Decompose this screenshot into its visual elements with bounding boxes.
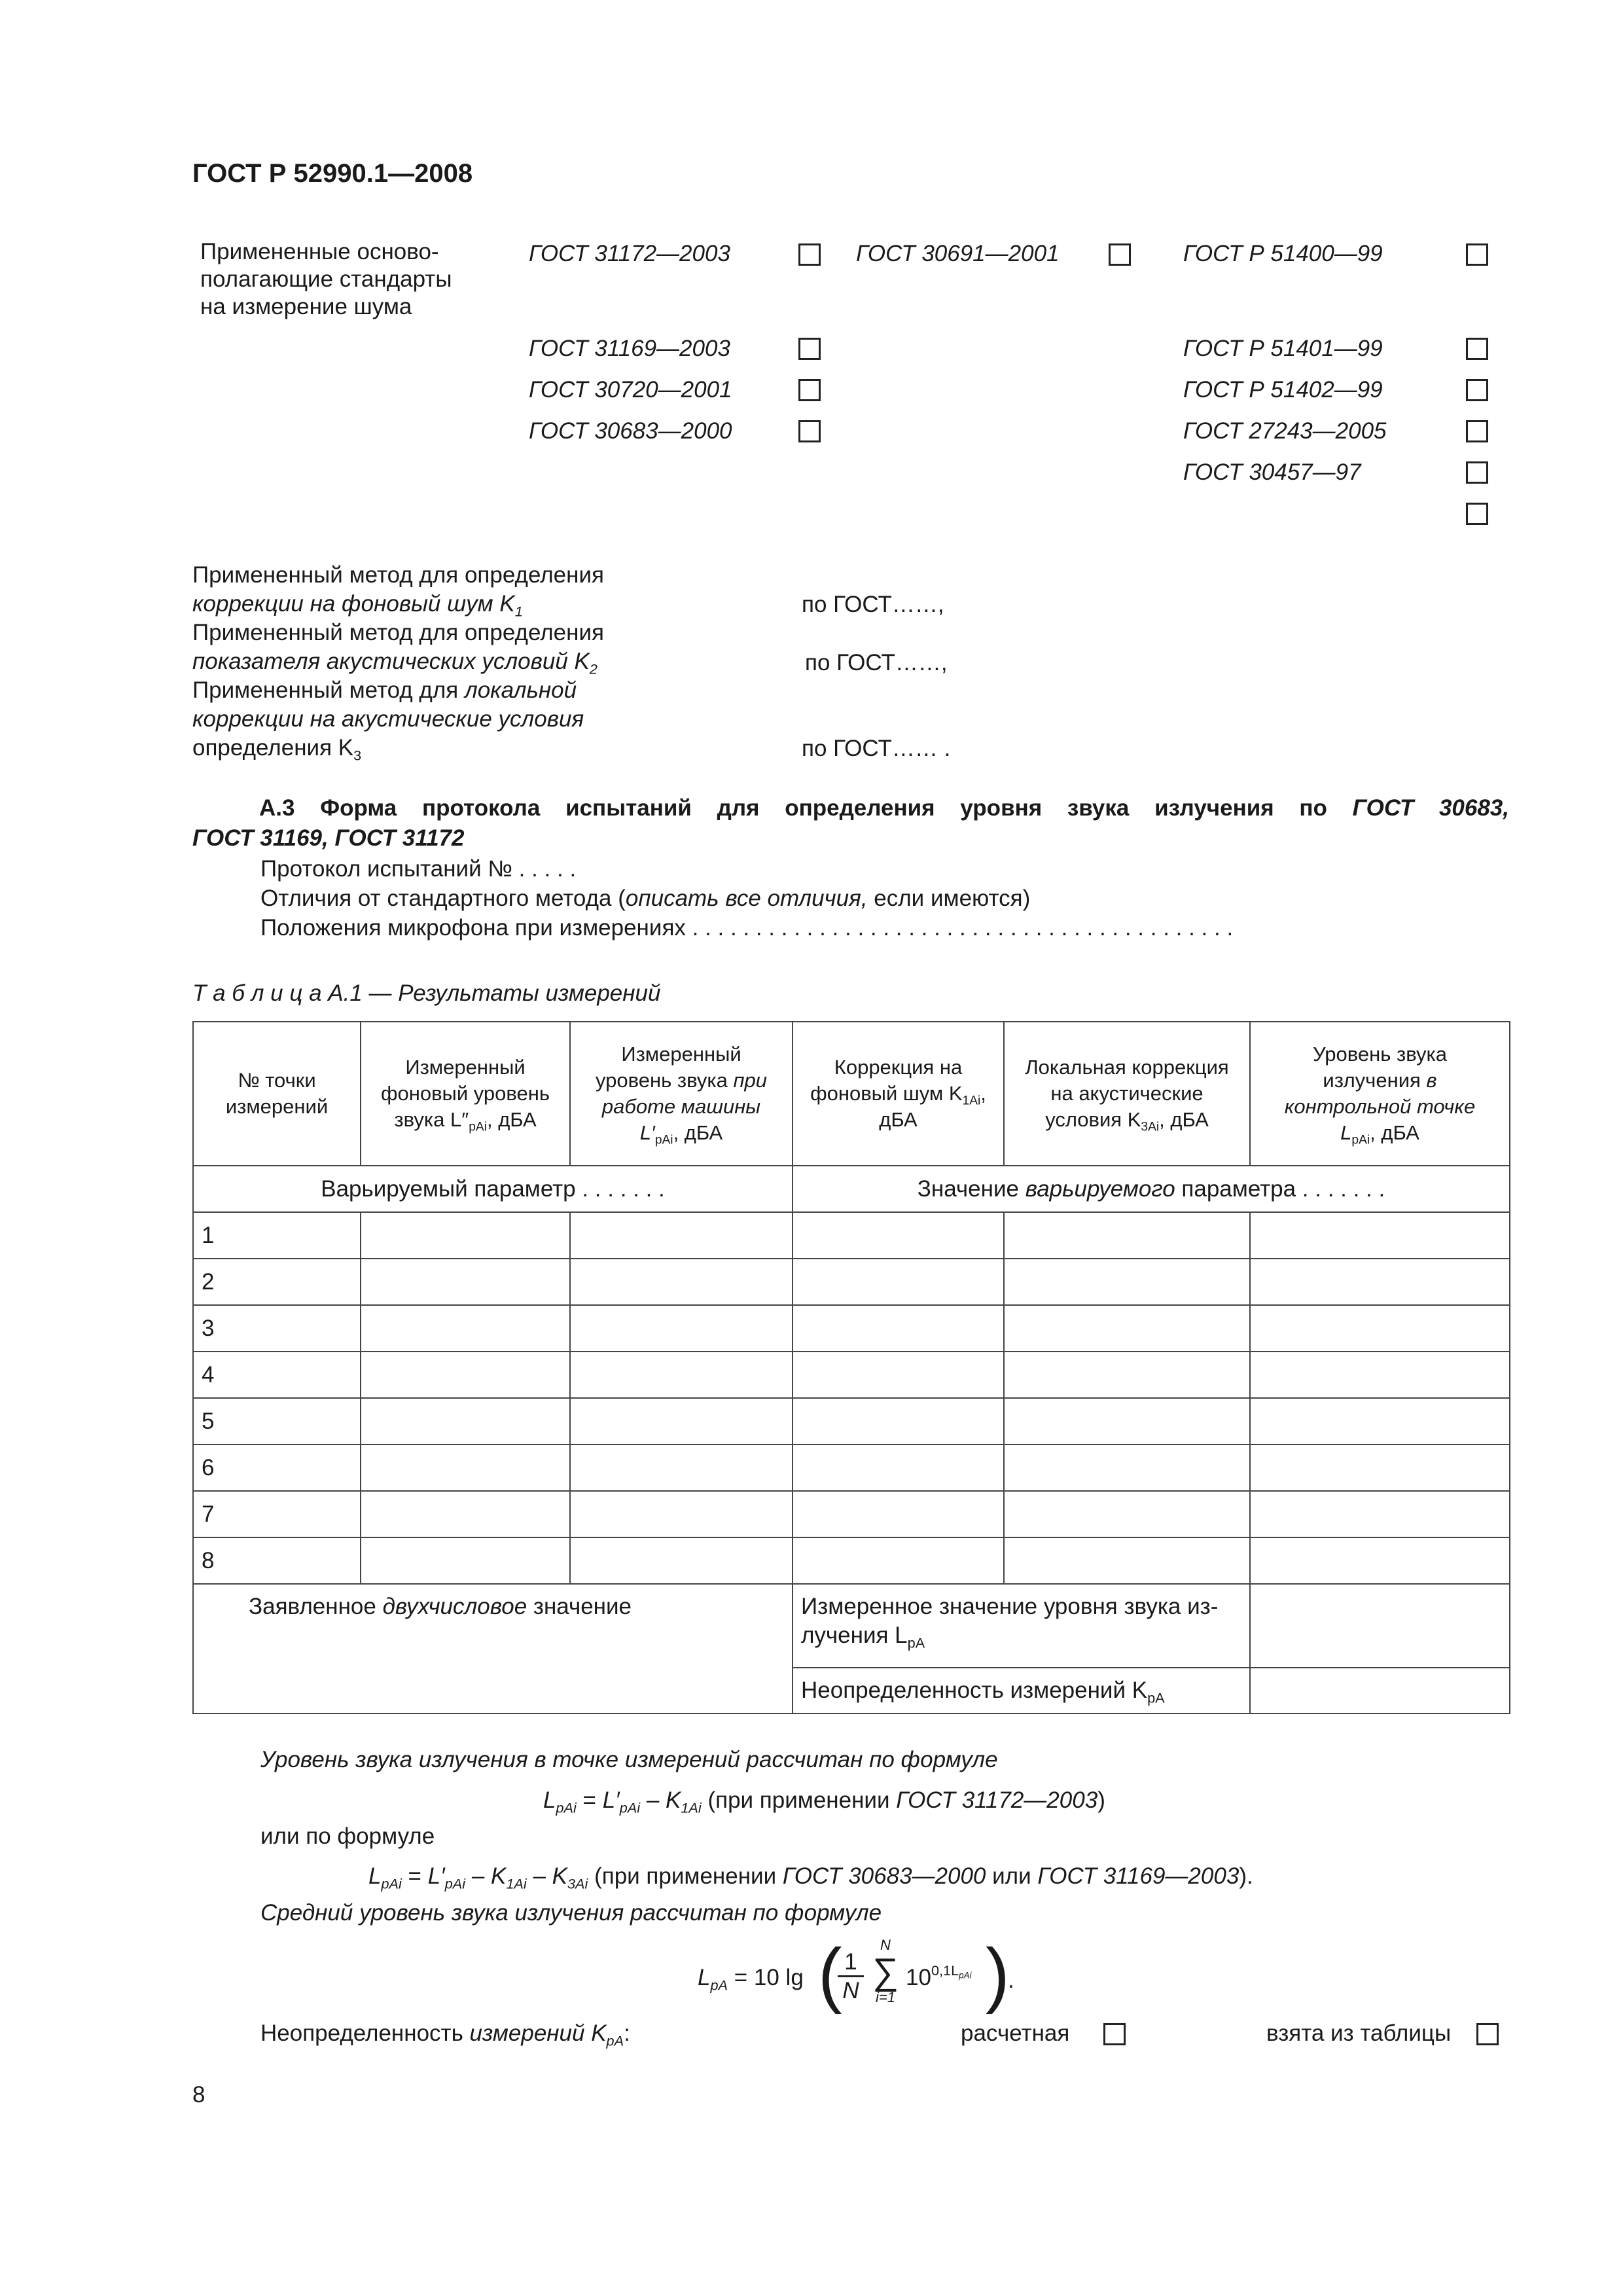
table-row <box>193 1398 1510 1444</box>
table-summary-row <box>193 1584 1510 1668</box>
cell[interactable] <box>570 1398 793 1444</box>
cell[interactable] <box>570 1537 793 1584</box>
cell[interactable] <box>1004 1398 1250 1444</box>
cell[interactable] <box>361 1212 570 1259</box>
cell[interactable] <box>1004 1259 1250 1305</box>
results-table <box>192 1021 1510 1714</box>
doc-header: ГОСТ Р 52990.1—2008 <box>192 159 473 188</box>
col-header-background: Измеренный фоновый уровень звука $L''_{pAi}$, дБА <box>361 1022 570 1166</box>
measured-emission-value[interactable] <box>1250 1584 1510 1668</box>
protocol-number: Протокол испытаний № . . . . . <box>260 856 577 882</box>
table-row <box>193 1537 1510 1584</box>
checkbox-calculated[interactable] <box>1103 2023 1126 2045</box>
microphone-positions: Положения микрофона при измерениях . . . . . . . . . . . . . . . . . . . . . . . . . . . . . . . . . . . . . . . . . . . <box>260 915 1234 941</box>
uncertainty-line: Неопределенность измерений $K_{pA}$: <box>260 2020 630 2049</box>
cell[interactable] <box>1004 1352 1250 1398</box>
std-gost-27243: ГОСТ 27243—2005 <box>1183 418 1387 444</box>
std-gost-30683: ГОСТ 30683—2000 <box>529 418 732 444</box>
checkbox-gost-30691[interactable] <box>1109 243 1131 266</box>
method-1: Примененный метод для определения коррекции на фоновый шум $K_1$ <box>192 562 604 620</box>
col-header-local-correction: Локальная коррекция на акустические условия $K_{3Ai}$, дБА <box>1004 1022 1250 1166</box>
cell[interactable] <box>1250 1212 1510 1259</box>
cell[interactable] <box>1250 1444 1510 1491</box>
formula-3: $L_{pA} = 10$ lg ( 1 N N ∑ i=1 $10^{0,1L_{pAi}}$ ) . <box>698 1934 1014 2015</box>
cell[interactable] <box>361 1259 570 1305</box>
checkbox-gost-31172[interactable] <box>798 243 821 266</box>
checkbox-gost-r-51400[interactable] <box>1466 243 1488 266</box>
method-2-ref: по ГОСТ……, <box>805 650 948 675</box>
cell[interactable] <box>570 1444 793 1491</box>
cell[interactable] <box>1250 1259 1510 1305</box>
cell[interactable] <box>793 1491 1004 1537</box>
uncertainty-table-label: взята из таблицы <box>1266 2020 1452 2046</box>
std-gost-31169: ГОСТ 31169—2003 <box>529 336 730 361</box>
uncertainty-value[interactable] <box>1250 1668 1510 1713</box>
cell[interactable] <box>361 1352 570 1398</box>
row-number: 8 <box>193 1537 361 1584</box>
col-header-bg-correction: Коррекция на фоновый шум $K_{1Ai}$, дБА <box>793 1022 1004 1166</box>
std-gost-r-51401: ГОСТ Р 51401—99 <box>1183 336 1383 361</box>
cell[interactable] <box>570 1352 793 1398</box>
table-variable-row <box>193 1166 1510 1212</box>
cell[interactable] <box>361 1398 570 1444</box>
cell[interactable] <box>1004 1491 1250 1537</box>
cell[interactable] <box>1004 1305 1250 1352</box>
cell[interactable] <box>793 1259 1004 1305</box>
table-row <box>193 1444 1510 1491</box>
cell[interactable] <box>570 1212 793 1259</box>
cell[interactable] <box>570 1305 793 1352</box>
page-number: 8 <box>192 2082 205 2108</box>
row-number: 1 <box>193 1212 361 1259</box>
table-row <box>193 1259 1510 1305</box>
cell[interactable] <box>793 1352 1004 1398</box>
row-number: 7 <box>193 1491 361 1537</box>
cell[interactable] <box>1250 1537 1510 1584</box>
cell[interactable] <box>1004 1212 1250 1259</box>
std-gost-r-51402: ГОСТ Р 51402—99 <box>1183 377 1383 403</box>
uncertainty-label: Неопределенность измерений $K_{pA}$ <box>793 1668 1250 1713</box>
paren-left: ( <box>818 1934 842 2015</box>
row-number: 5 <box>193 1398 361 1444</box>
row-number: 2 <box>193 1259 361 1305</box>
std-gost-30457: ГОСТ 30457—97 <box>1183 459 1361 485</box>
paren-right: ) <box>986 1934 1010 2015</box>
method-3-ref: по ГОСТ…… . <box>802 736 951 761</box>
cell[interactable] <box>1250 1352 1510 1398</box>
declared-value: Заявленное двухчисловое значение <box>193 1584 793 1713</box>
std-gost-r-51400: ГОСТ Р 51400—99 <box>1183 241 1383 266</box>
table-caption: Т а б л и ц а А.1 — Результаты измерений <box>192 980 661 1006</box>
section-heading: А.3 Форма протокола испытаний для определения уровня звука излучения по ГОСТ 30683, ГОСТ 31169, ГОСТ 31172 <box>192 795 1509 851</box>
cell[interactable] <box>793 1212 1004 1259</box>
formula-2: $L_{pAi} = L'_{pAi} - K_{1Ai} - K_{3Ai}$ (при применении ГОСТ 30683—2000 или ГОСТ 31169—2003). <box>368 1863 1253 1892</box>
method-2: Примененный метод для определения показателя акустических условий $K_2$ <box>192 620 604 677</box>
table-row <box>193 1212 1510 1259</box>
cell[interactable] <box>1250 1398 1510 1444</box>
checkbox-gost-31169[interactable] <box>798 338 821 360</box>
cell[interactable] <box>361 1444 570 1491</box>
formula-intro-2: Средний уровень звука излучения рассчитан по формуле <box>260 1900 882 1926</box>
cell[interactable] <box>570 1491 793 1537</box>
col-header-emission-level: Уровень звука излучения в контрольной точке $L_{pAi}$, дБА <box>1250 1022 1510 1166</box>
cell[interactable] <box>793 1398 1004 1444</box>
formula-1: $L_{pAi} = L'_{pAi} - K_{1Ai}$ (при применении ГОСТ 31172—2003) <box>543 1787 1105 1816</box>
standards-label: Примененные осново- полагающие стандарты на измерение шума <box>200 239 452 319</box>
measured-emission-label: Измеренное значение уровня звука из- лучения $L_{pA}$ <box>793 1584 1250 1668</box>
formula-intro-1: Уровень звука излучения в точке измерений рассчитан по формуле <box>260 1747 998 1772</box>
cell[interactable] <box>1250 1491 1510 1537</box>
cell[interactable] <box>570 1259 793 1305</box>
method-3: Примененный метод для локальной коррекции на акустические условия определения $K_3$ <box>192 677 584 764</box>
uncertainty-calculated-label: расчетная <box>961 2020 1070 2046</box>
checkbox-gost-30683[interactable] <box>798 420 821 442</box>
std-gost-30720: ГОСТ 30720—2001 <box>529 377 732 403</box>
checkbox-gost-30457[interactable] <box>1466 461 1488 484</box>
cell[interactable] <box>793 1444 1004 1491</box>
cell[interactable] <box>793 1537 1004 1584</box>
checkbox-gost-r-51401[interactable] <box>1466 338 1488 360</box>
fraction: 1 N <box>838 1949 864 2005</box>
std-gost-31172: ГОСТ 31172—2003 <box>529 241 730 266</box>
variable-parameter-value: Значение варьируемого параметра . . . . . . . <box>793 1166 1510 1212</box>
formula-or: или по формуле <box>260 1823 435 1849</box>
row-number: 6 <box>193 1444 361 1491</box>
row-number: 4 <box>193 1352 361 1398</box>
col-header-point: № точки измерений <box>193 1022 361 1166</box>
method-1-ref: по ГОСТ……, <box>802 592 944 617</box>
cell[interactable] <box>1250 1305 1510 1352</box>
table-header-row <box>193 1022 1510 1166</box>
table-row <box>193 1352 1510 1398</box>
variable-parameter: Варьируемый параметр . . . . . . . <box>193 1166 793 1212</box>
checkbox-gost-30720[interactable] <box>798 379 821 401</box>
cell[interactable] <box>361 1537 570 1584</box>
sum-symbol: N ∑ i=1 <box>872 1937 899 2005</box>
table-row <box>193 1305 1510 1352</box>
table-row <box>193 1491 1510 1537</box>
std-gost-30691: ГОСТ 30691—2001 <box>856 241 1060 266</box>
cell[interactable] <box>361 1491 570 1537</box>
row-number: 3 <box>193 1305 361 1352</box>
method-differences: Отличия от стандартного метода (описать все отличия, если имеются) <box>260 886 1031 911</box>
checkbox-from-table[interactable] <box>1476 2023 1499 2045</box>
cell[interactable] <box>793 1305 1004 1352</box>
cell[interactable] <box>1004 1444 1250 1491</box>
cell[interactable] <box>1004 1537 1250 1584</box>
cell[interactable] <box>361 1305 570 1352</box>
checkbox-other-standard[interactable] <box>1466 503 1488 525</box>
checkbox-gost-27243[interactable] <box>1466 420 1488 442</box>
col-header-measured: Измеренный уровень звука при работе машины $L'_{pAi}$, дБА <box>570 1022 793 1166</box>
checkbox-gost-r-51402[interactable] <box>1466 379 1488 401</box>
